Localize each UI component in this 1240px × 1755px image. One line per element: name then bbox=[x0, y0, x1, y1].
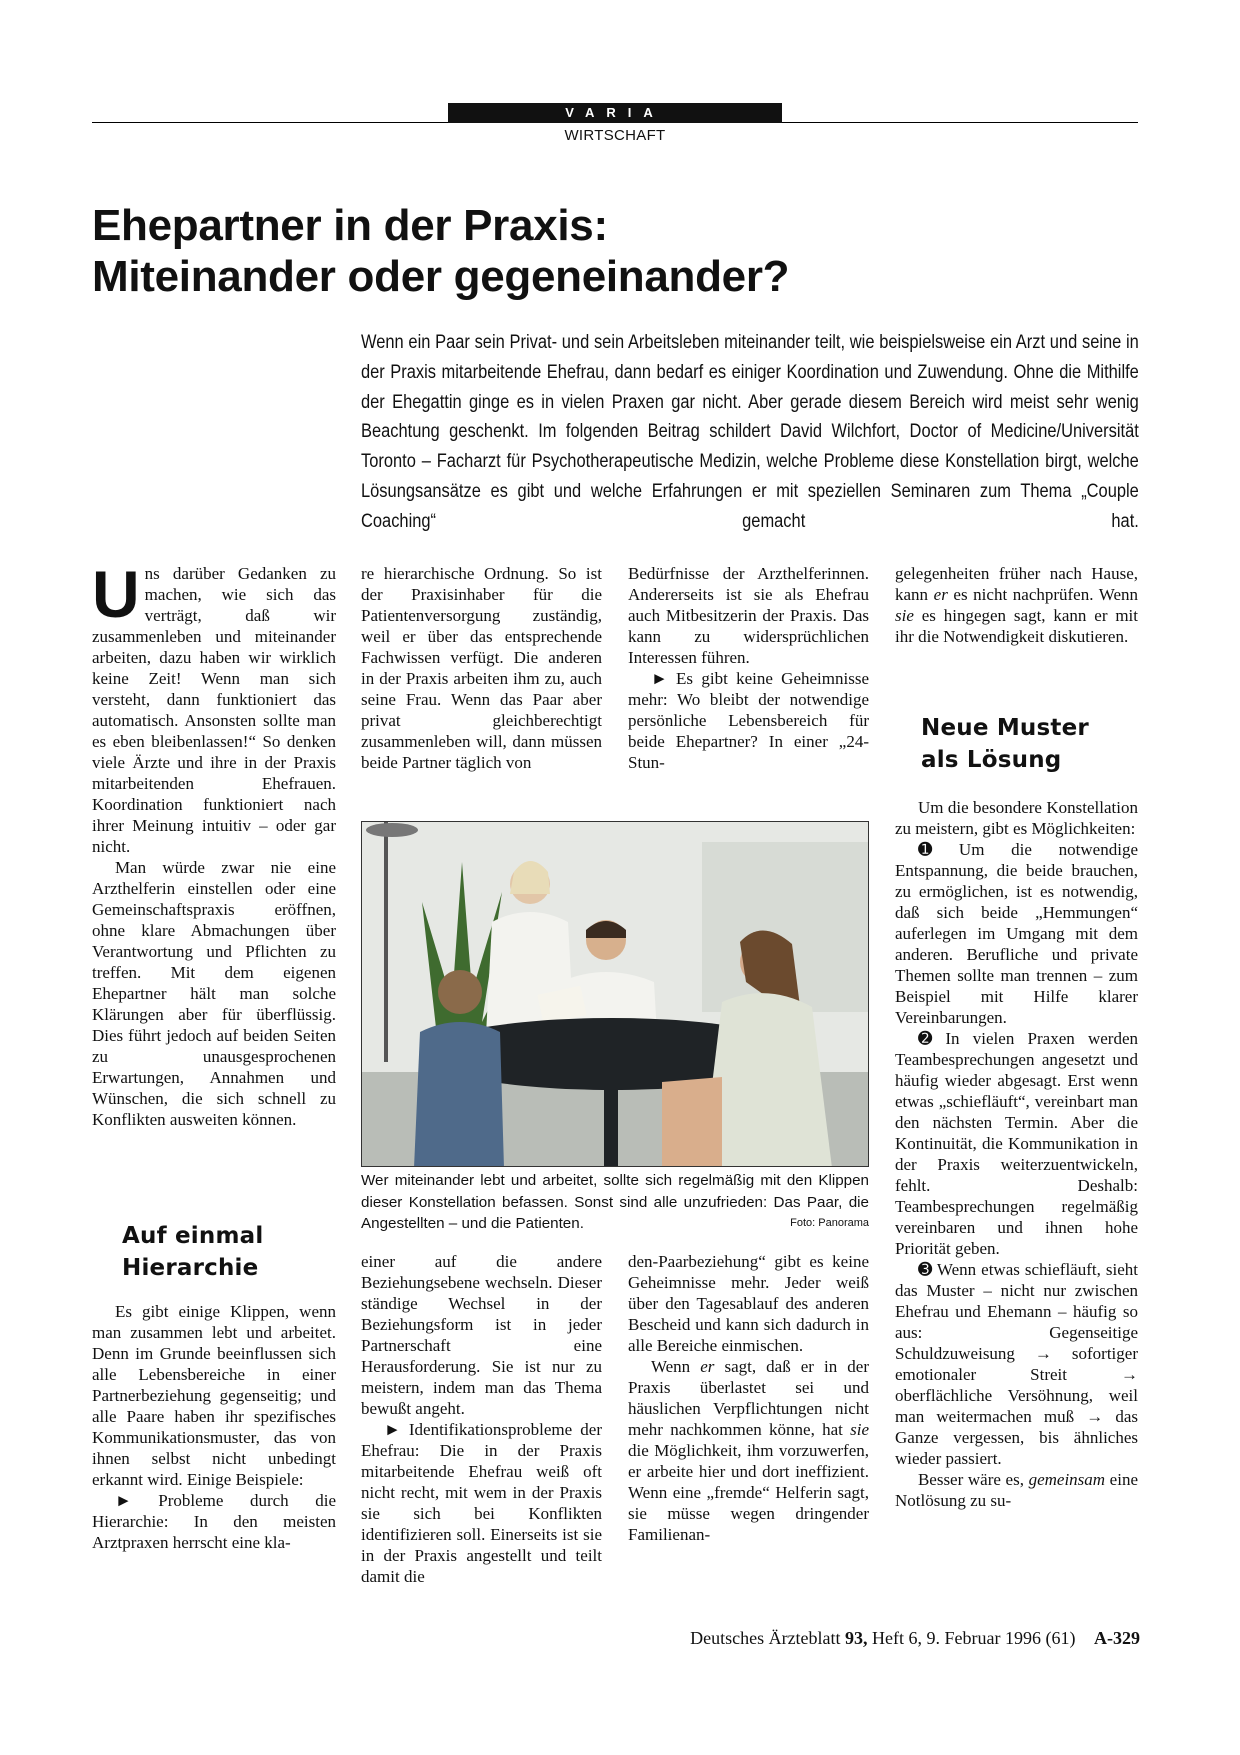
page-number: A-329 bbox=[1094, 1628, 1140, 1648]
article-title bbox=[92, 200, 1152, 302]
photo-credit: Foto: Panorama bbox=[790, 1217, 869, 1229]
title-line-2: Miteinander oder gegeneinander? bbox=[92, 252, 790, 301]
paragraph bbox=[895, 1469, 1138, 1511]
paragraph: re hierarchische Ordnung. So ist der Praxisinhaber für die Patientenversorgung zuständig, weil er über das entsprechende Fachwissen verfügt. Die anderen in der Praxis arbeiten ihm zu, auch seine Frau. Wenn das Paar aber privat gleichberechtigt zusammenleben will, dann müssen beide Partner täglich von bbox=[361, 564, 602, 772]
paragraph: ► Probleme durch die Hierarchie: In den meisten Arztpraxen herrscht eine kla- bbox=[92, 1491, 336, 1552]
text-run: die Möglichkeit, ihm vorzuwerfen, er arbeite hier und dort ineffizient. Wenn eine „fremde“ Helferin sagt, sie müsse wegen dringender Familienan- bbox=[628, 1441, 869, 1544]
paragraph: ► Identifikationsprobleme der Ehefrau: Die in der Praxis mitarbeitende Ehefrau weiß oft nicht recht, mit wem in der Praxis sie sich bei Konflikten identifizieren soll. Einerseits ist sie in der Praxis angestellt und teilt damit die bbox=[361, 1420, 602, 1586]
text-run: eine Notlösung zu su- bbox=[895, 1470, 1138, 1510]
paragraph: den-Paarbeziehung“ gibt es keine Geheimnisse mehr. Jeder weiß über den Tagesablauf des anderen Bescheid und kann sich dadurch in alle Bereiche einmischen. bbox=[628, 1252, 869, 1355]
caption-text: Wer miteinander lebt und arbeitet, sollte sich regelmäßig mit den Klippen dieser Konstellation befassen. Sonst sind alle unzufrieden: Das Paar, die Angestellten – und die Patienten. bbox=[361, 1172, 869, 1232]
photo-lamp-shade bbox=[366, 823, 418, 837]
column-2-bottom bbox=[361, 1251, 602, 1587]
journal-name: Deutsches Ärzteblatt bbox=[690, 1628, 841, 1648]
section-kicker: VARIA bbox=[448, 103, 782, 123]
photo-lamp-pole bbox=[384, 822, 388, 1062]
text-run: gelegenheiten früher nach Hause, kann bbox=[895, 564, 1138, 604]
text-emphasis: gemeinsam bbox=[1028, 1470, 1106, 1489]
paragraph: einer auf die andere Beziehungsebene wechseln. Dieser ständige Wechsel in der Beziehungsform ist in jeder Partnerschaft eine Herausforderung. Sie ist nur zu meistern, indem man das Thema bewußt angeht. bbox=[361, 1252, 602, 1418]
text-emphasis: sie bbox=[895, 606, 914, 625]
column-4-bottom bbox=[895, 797, 1138, 1511]
title-line-1: Ehepartner in der Praxis: bbox=[92, 201, 608, 250]
article-lead: Wenn ein Paar sein Privat- und sein Arbeitsleben miteinander teilt, wie beispielsweise ein Arzt und seine in der Praxis mitarbeitende Ehefrau, dann bedarf es einiger Koordination und Zuwendung. Ohne die Mithilfe der Ehegattin ginge es in vielen Praxen gar nicht. Aber gerade diesem Bereich wird meist sehr wenig Beachtung geschenkt. Im folgenden Beitrag schildert David Wilchfort, Doctor of Medicine/Universität Toronto – Facharzt für Psychotherapeutische Medizin, welche Probleme diese Konstellation birgt, welche Lösungsansätze es gibt und welche Erfahrungen er mit speziellen Seminaren zum Thema „Couple Coaching“ gemacht hat. bbox=[361, 331, 1139, 532]
column-1-top bbox=[92, 557, 336, 1130]
section-label: WIRTSCHAFT bbox=[564, 127, 666, 144]
page-footer bbox=[620, 1628, 1140, 1649]
paragraph-text: ns darüber Gedanken zu machen, wie sich das verträgt, daß wir zusammenleben und miteinander arbeiten, dazu haben wir wirklich keine Zeit! Wenn man sich versteht, dann funktioniert das automatisch. Ansonsten sollte man es eben bleibenlassen!“ So denken viele Ärzte und ihre in der Praxis mitarbeitenden Ehefrauen. Koordination funktioniert nach ihrer Meinung intuitiv – oder gar nicht. bbox=[92, 564, 336, 856]
text-run: es hingegen sagt, kann er mit ihr die Notwendigkeit diskutieren. bbox=[895, 606, 1138, 646]
photo-desk-leg bbox=[604, 1084, 618, 1167]
column-3-bottom bbox=[628, 1251, 869, 1545]
column-4-top bbox=[895, 563, 1138, 647]
subheading-new-patterns: Neue Muster als Lösung bbox=[921, 715, 1089, 773]
paragraph: Bedürfnisse der Arzthelferinnen. Andererseits ist sie als Ehefrau auch Mitbesitzerin der Praxis. Das kann zu widersprüchlichen Interessen führen. bbox=[628, 564, 869, 667]
drop-cap: U bbox=[92, 557, 140, 631]
journal-issue: Heft 6, 9. Februar 1996 (61) bbox=[872, 1628, 1076, 1648]
text-run: Wenn bbox=[650, 1357, 701, 1376]
article-photo bbox=[361, 821, 869, 1167]
text-run: es nicht nachprüfen. Wenn bbox=[947, 585, 1138, 604]
paragraph: Es gibt einige Klippen, wenn man zusammen lebt und arbeitet. Denn im Grunde beeinflussen sich alle Lebensbereiche in einer Partnerbeziehung gegenseitig; und alle Paare haben ihr spezifisches Kommunikationsmuster, das von ihnen selbst nicht unbedingt erkannt wird. Einige Beispiele: bbox=[92, 1302, 336, 1489]
column-1-bottom bbox=[92, 1301, 336, 1553]
paragraph: ➌ Wenn etwas schiefläuft, sieht das Muster – nicht nur zwischen Ehefrau und Ehemann – häufig so aus: Gegenseitige Schuldzuweisung → sofortiger emotionaler Streit → oberflächliche Versöhnung, weil man weitermachen muß → das Ganze vergessen, bis ähnliches wieder passiert. bbox=[895, 1260, 1138, 1468]
text-emphasis: er bbox=[700, 1357, 715, 1376]
text-run: Besser wäre es, bbox=[917, 1470, 1029, 1489]
photo-illustration bbox=[362, 822, 869, 1167]
subheading-hierarchy: Auf einmal Hierarchie bbox=[122, 1223, 264, 1281]
journal-volume: 93, bbox=[845, 1628, 868, 1648]
photo-caption bbox=[361, 1170, 869, 1235]
paragraph bbox=[895, 563, 1138, 647]
paragraph: Um die besondere Konstellation zu meistern, gibt es Möglichkeiten: bbox=[895, 798, 1138, 838]
text-emphasis: er bbox=[933, 585, 948, 604]
text-emphasis: sie bbox=[850, 1420, 869, 1439]
paragraph bbox=[628, 1356, 869, 1545]
column-3-top bbox=[628, 563, 869, 773]
text-run: sagt, daß er in der Praxis überlastet sei und häuslichen Verpflichtungen nicht mehr nachkommen könne, hat bbox=[628, 1357, 869, 1439]
paragraph: ➋ In vielen Praxen werden Teambesprechungen angesetzt und häufig wieder abgesagt. Erst wenn etwas „schiefläuft“, vereinbart man den nächsten Termin. Aber die Kontinuität, die Kommunikation in der Praxis weiterzuentwickeln, fehlt. Deshalb: Teambesprechungen regelmäßig vereinbaren und ihnen hohe Priorität geben. bbox=[895, 1029, 1138, 1258]
column-2-top bbox=[361, 563, 602, 773]
paragraph: Man würde zwar nie eine Arzthelferin einstellen oder eine Gemeinschaftspraxis eröffnen, ohne klare Abmachungen über Verantwortung und Pflichten zu treffen. Mit dem eigenen Ehepartner hält man solche Klärungen aber für überflüssig. Dies führt jedoch auf beiden Seiten zu unausgesprochenen Erwartungen, Annahmen und Wünschen, die sich schnell zu Konflikten ausweiten können. bbox=[92, 858, 336, 1129]
paragraph: ► Es gibt keine Geheimnisse mehr: Wo bleibt der notwendige persönliche Lebensbereich für beide Ehepartner? In einer „24-Stun- bbox=[628, 669, 869, 772]
paragraph bbox=[92, 557, 336, 857]
paragraph: ➊ Um die notwendige Entspannung, die beide brauchen, zu ermöglichen, ist es notwendig, daß sich beide „Hemmungen“ auferlegen im Umgang mit dem anderen. Berufliche und private Themen sollte man trennen – zum Beispiel mit Hilfe klarer Vereinbarungen. bbox=[895, 840, 1138, 1027]
